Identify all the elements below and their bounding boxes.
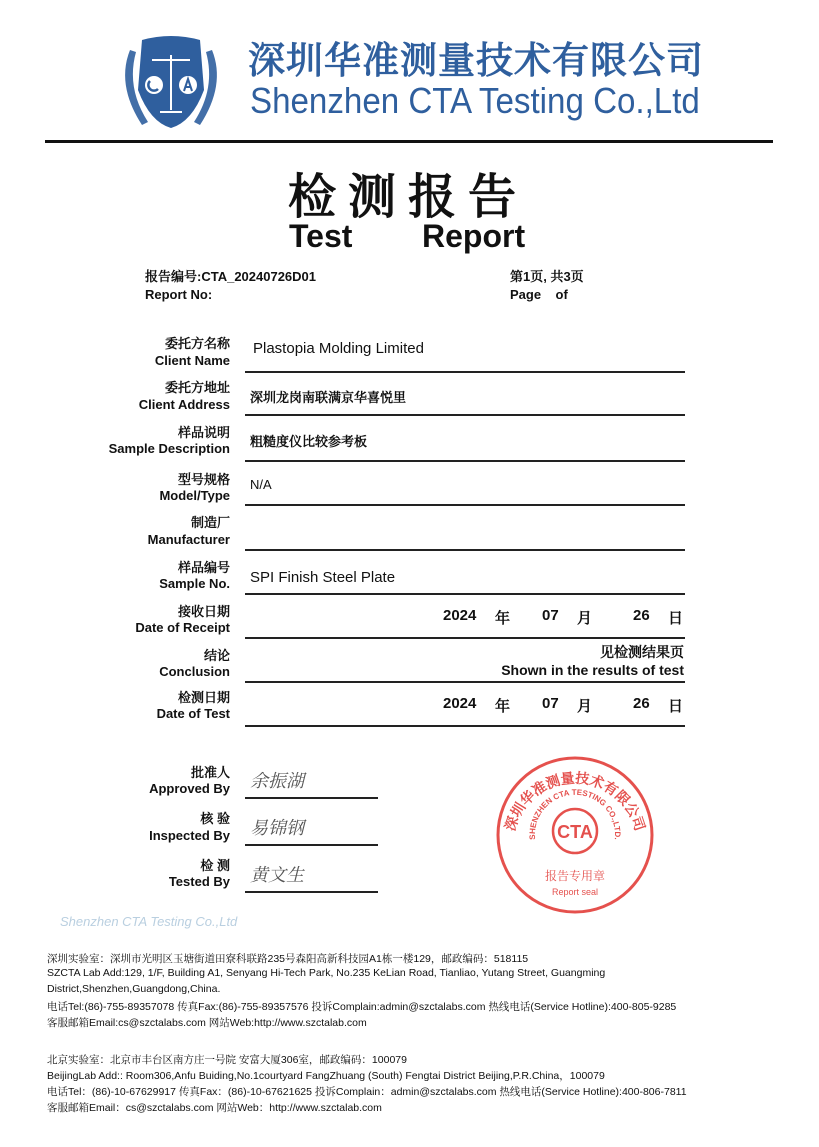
svg-text:CTA: CTA — [557, 822, 593, 842]
field-label-en: Sample Description — [108, 441, 230, 456]
report-no-label: 报告编号: — [145, 269, 202, 284]
page-count-en: Page of — [510, 287, 568, 302]
field-label-cn: 委托方地址 — [164, 380, 230, 395]
footer-line: 北京实验室：北京市丰台区南方庄一号院 安富大厦306室，邮政编码：100079 — [47, 1054, 407, 1066]
handwritten-signature: 黄文生 — [250, 865, 304, 886]
month-unit: 月 — [577, 610, 593, 627]
month-value: 07 — [542, 607, 559, 624]
field-underline — [245, 504, 685, 506]
svg-text:Report seal: Report seal — [551, 887, 599, 897]
svg-text:深圳华准测量技术有限公司: 深圳华准测量技术有限公司 — [502, 770, 648, 834]
field-label-en: Date of Receipt — [135, 620, 230, 635]
field-value: SPI Finish Steel Plate — [250, 569, 396, 586]
day-unit: 日 — [668, 698, 684, 715]
field-value: 深圳龙岗南联满京华喜悦里 — [250, 390, 407, 405]
signature-label-en: Approved By — [149, 781, 230, 796]
footer-line: District,Shenzhen,Guangdong,China. — [47, 983, 221, 995]
field-underline — [245, 414, 685, 416]
signature-line — [245, 844, 378, 846]
company-name-en: Shenzhen CTA Testing Co.,Ltd — [250, 80, 700, 121]
footer-line: SZCTA Lab Add:129, 1/F, Building A1, Senyang Hi-Tech Park, No.235 KeLian Road, Tianliao, Yutang Street, Guangming — [47, 967, 606, 979]
field-value: N/A — [250, 477, 272, 492]
handwritten-signature: 余振湖 — [250, 771, 304, 792]
conclusion-en: Shown in the results of test — [501, 662, 684, 678]
report-no — [145, 266, 316, 285]
year-value: 2024 — [443, 607, 477, 624]
footer-line: 电话Tel：(86)-10-67629917 传真Fax：(86)-10-67621625 投诉Complain：admin@szctalabs.com 热线电话(Service Hotline):400-806-7811 — [47, 1086, 687, 1098]
field-label-cn: 型号规格 — [177, 472, 230, 487]
title-en-test: Test — [289, 218, 353, 254]
signature-label-cn: 检 测 — [200, 858, 230, 873]
footer-line: 电话Tel:(86)-755-89357078 传真Fax:(86)-755-89357576 投诉Complain:admin@szctalabs.com 热线电话(Service Hotline):400-805-9285 — [47, 1001, 677, 1013]
field-label-en: Conclusion — [159, 664, 230, 679]
signature-line — [245, 891, 378, 893]
field-label-en: Model/Type — [159, 488, 230, 503]
day-value: 26 — [633, 607, 650, 624]
company-name-cn: 深圳华准测量技术有限公司 — [248, 40, 704, 81]
field-label-en: Client Name — [154, 353, 230, 368]
field-underline — [245, 371, 685, 373]
year-unit: 年 — [495, 610, 511, 627]
report-seal-icon — [494, 754, 656, 916]
header-rule — [45, 140, 773, 143]
handwritten-signature: 易锦钢 — [250, 818, 304, 839]
field-underline — [245, 681, 685, 683]
field-label-cn: 制造厂 — [190, 515, 230, 530]
field-label-cn: 结论 — [203, 648, 230, 663]
month-value: 07 — [542, 695, 559, 712]
signature-label-cn: 批准人 — [190, 765, 230, 780]
svg-text:报告专用章: 报告专用章 — [544, 869, 606, 883]
year-unit: 年 — [495, 698, 511, 715]
signature-label-en: Inspected By — [149, 828, 230, 843]
field-underline — [245, 549, 685, 551]
field-value: 粗糙度仪比较参考板 — [250, 434, 368, 449]
report-no-label-en: Report No: — [145, 287, 213, 302]
footer-line: BeijingLab Add:: Room306,Anfu Buiding,No.1courtyard FangZhuang (South) Fengtai District Beijing,P.R.China，100079 — [47, 1070, 605, 1082]
svg-text:SHENZHEN CTA TESTING CO.,LTD.: SHENZHEN CTA TESTING CO.,LTD. — [527, 787, 623, 841]
signature-label-cn: 核 验 — [200, 811, 230, 826]
month-unit: 月 — [577, 698, 593, 715]
report-no-value: CTA_20240726D01 — [201, 269, 317, 284]
page-count-cn: 第1页, 共3页 — [510, 269, 584, 284]
title-cn: 检测报告 — [288, 171, 529, 224]
footer-line: 客服邮箱Email:cs@szctalabs.com 网站Web:http://www.szctalab.com — [47, 1017, 367, 1029]
title-en-report: Report — [422, 218, 526, 254]
field-label-en: Date of Test — [156, 706, 230, 721]
field-label-cn: 样品编号 — [177, 560, 230, 575]
field-label-en: Client Address — [138, 397, 230, 412]
field-underline — [245, 460, 685, 462]
field-label-en: Manufacturer — [147, 532, 230, 547]
field-underline — [245, 593, 685, 595]
signature-line — [245, 797, 378, 799]
year-value: 2024 — [443, 695, 477, 712]
day-unit: 日 — [668, 610, 684, 627]
field-label-cn: 接收日期 — [177, 604, 230, 619]
field-value: Plastopia Molding Limited — [253, 340, 424, 357]
field-label-cn: 样品说明 — [177, 425, 230, 440]
footer-line: 深圳实验室：深圳市光明区玉塘街道田寮科联路235号森阳高新科技园A1栋一楼129，邮政编码：518115 — [47, 953, 529, 965]
watermark-text: Shenzhen CTA Testing Co.,Ltd — [60, 914, 238, 929]
field-label-en: Sample No. — [159, 576, 230, 591]
conclusion-cn: 见检测结果页 — [600, 644, 684, 660]
signature-label-en: Tested By — [168, 874, 230, 889]
footer-line: 客服邮箱Email：cs@szctalabs.com 网站Web：http://www.szctalab.com — [47, 1102, 382, 1114]
field-label-cn: 检测日期 — [177, 690, 230, 705]
field-label-cn: 委托方名称 — [164, 336, 230, 351]
field-underline — [245, 637, 685, 639]
cta-logo-icon — [112, 30, 230, 138]
field-underline — [245, 725, 685, 727]
day-value: 26 — [633, 695, 650, 712]
